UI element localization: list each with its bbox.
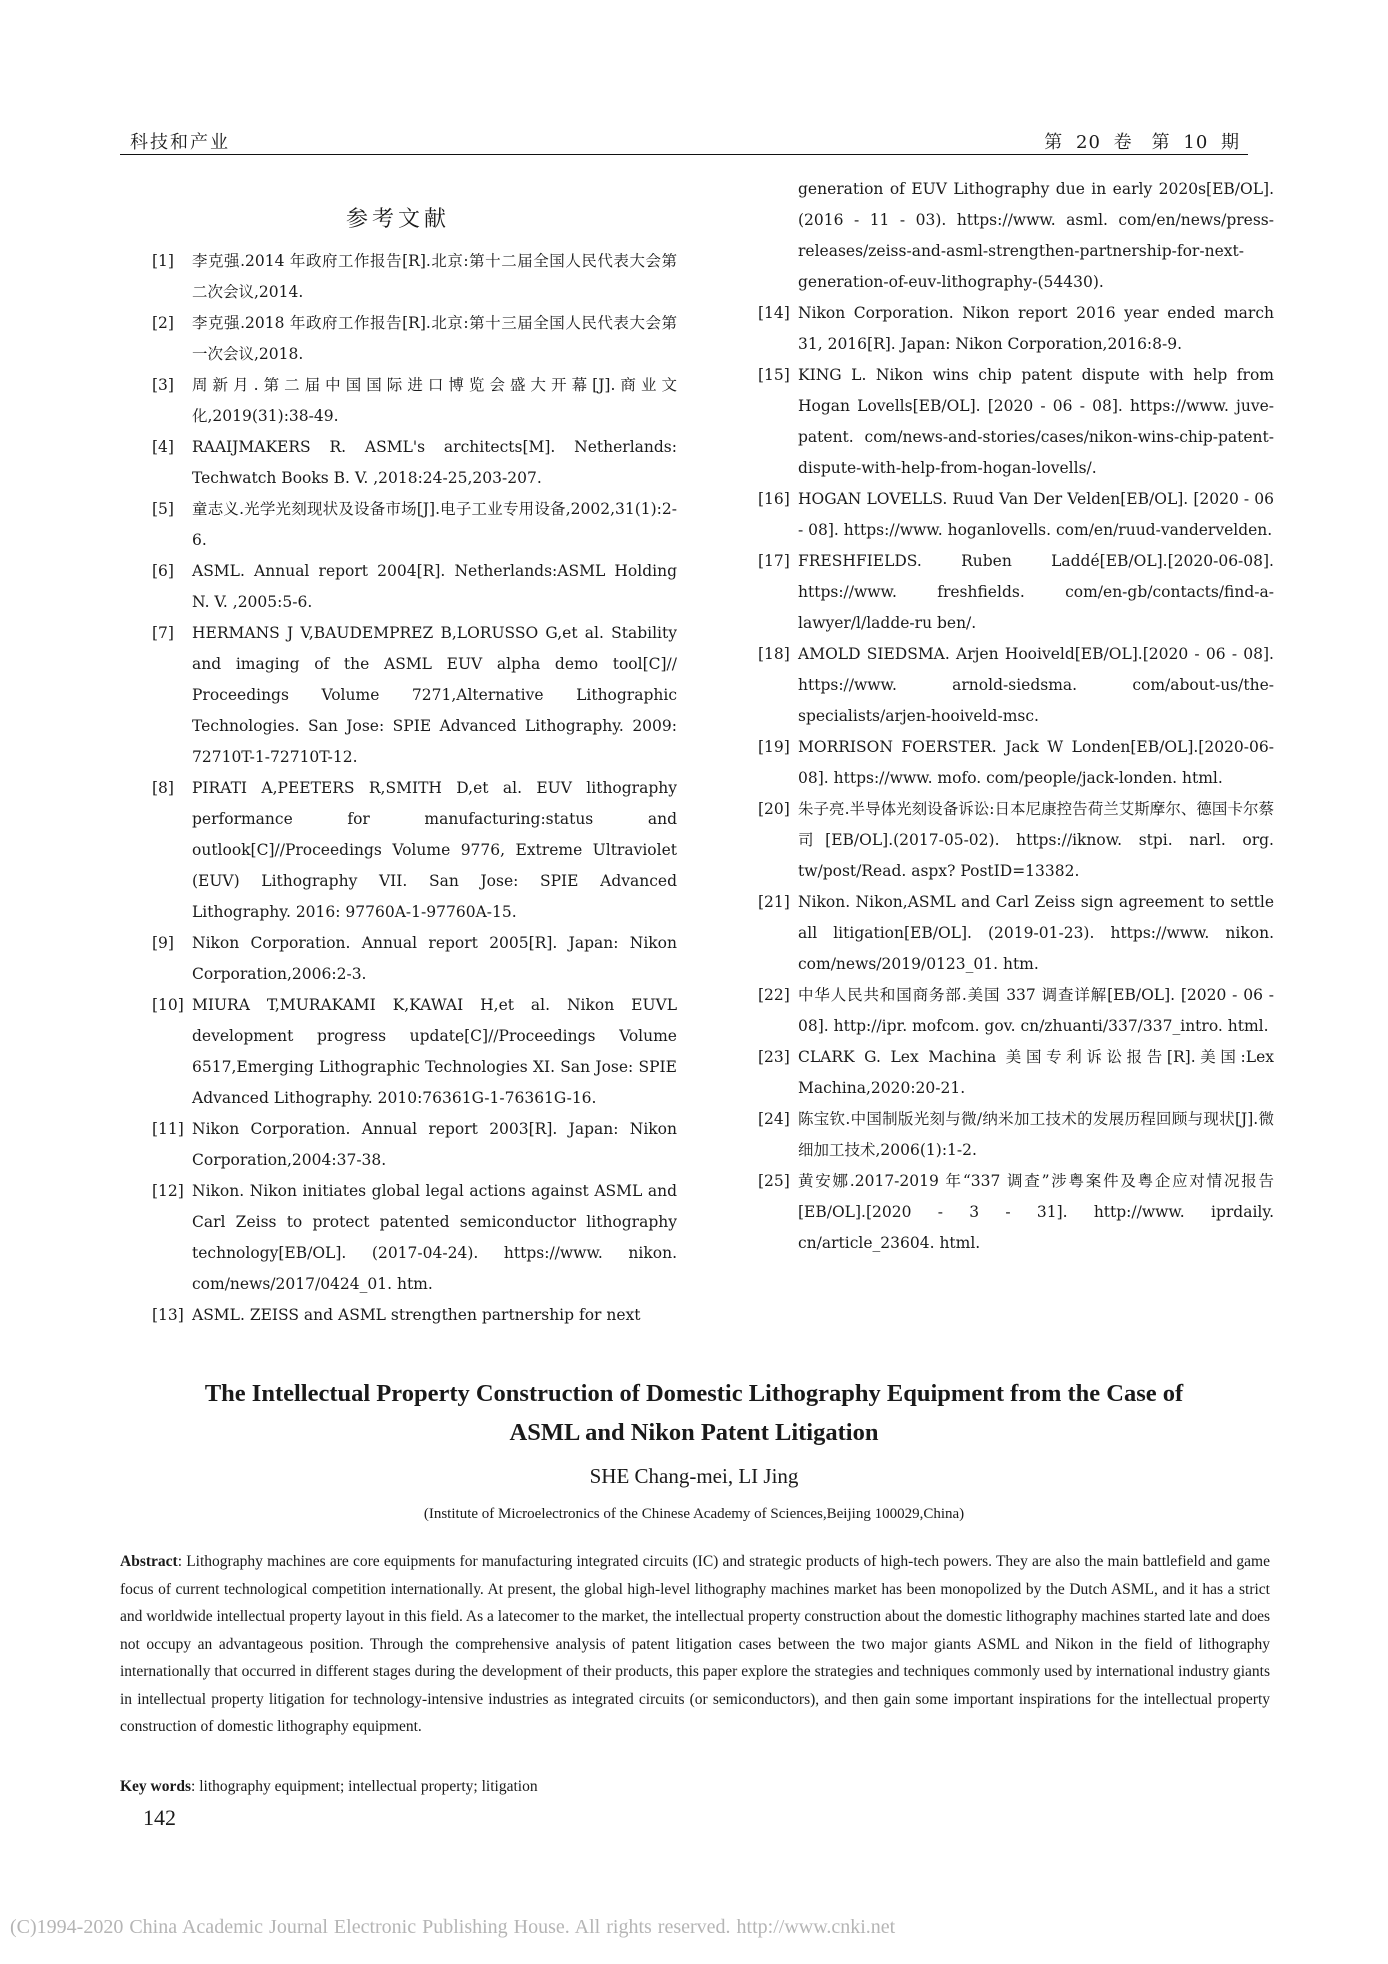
reference-text: AMOLD SIEDSMA. Arjen Hooiveld[EB/OL].[2020 - 06 - 08]. https://www. arnold-siedsma. com/about-us/the-specialists/arjen-hooiveld-msc. [798, 645, 1274, 725]
reference-text: 中华人民共和国商务部.美国 337 调查详解[EB/OL]. [2020 - 06 - 08]. http://ipr. mofcom. gov. cn/zhuanti/337/337_intro. html. [798, 986, 1274, 1035]
reference-item [152, 1176, 677, 1300]
reference-item [758, 360, 1274, 484]
reference-number: [25] [758, 1172, 790, 1190]
reference-text: 陈宝钦.中国制版光刻与微/纳米加工技术的发展历程回顾与现状[J].微细加工技术,2006(1):1-2. [798, 1110, 1274, 1159]
reference-text: Nikon Corporation. Annual report 2003[R]. Japan: Nikon Corporation,2004:37-38. [192, 1120, 677, 1169]
reference-number: [21] [758, 893, 790, 911]
reference-text: HERMANS J V,BAUDEMPREZ B,LORUSSO G,et al. Stability and imaging of the ASML EUV alpha demo tool[C]// Proceedings Volume 7271,Alternative Lithographic Technologies. San Jose: SPIE Advanced Lithography. 2009: 72710T-1-72710T-12. [192, 624, 677, 766]
keywords-label: Key words [120, 1778, 192, 1795]
reference-number: [13] [152, 1306, 184, 1324]
reference-text: 朱子亮.半导体光刻设备诉讼:日本尼康控告荷兰艾斯摩尔、德国卡尔蔡司[EB/OL].(2017-05-02). https://iknow. stpi. narl. org. tw/post/Read. aspx? PostID=13382. [798, 800, 1274, 880]
reference-text: FRESHFIELDS. Ruben Laddé[EB/OL].[2020-06-08]. https://www. freshfields. com/en-gb/contacts/find-a-lawyer/l/ladde-ru ben/. [798, 552, 1274, 632]
affiliation: (Institute of Microelectronics of the Chinese Academy of Sciences,Beijing 100029,China) [423, 1506, 965, 1522]
reference-number: [20] [758, 800, 790, 818]
reference-item [758, 546, 1274, 639]
reference-item [152, 494, 677, 556]
reference-number: [15] [758, 366, 790, 384]
reference-number: [4] [152, 438, 174, 456]
reference-item [758, 980, 1274, 1042]
reference-text: ASML. Annual report 2004[R]. Netherlands:ASML Holding N. V. ,2005:5-6. [192, 562, 677, 611]
reference-number: [18] [758, 645, 790, 663]
reference-text: CLARK G. Lex Machina 美国专利诉讼报告[R].美国:Lex Machina,2020:20-21. [798, 1048, 1274, 1097]
references-right-column [758, 174, 1274, 1259]
reference-item [758, 298, 1274, 360]
reference-item [152, 432, 677, 494]
reference-item [152, 556, 677, 618]
reference-number: [2] [152, 314, 174, 332]
reference-item [758, 1104, 1274, 1166]
reference-item [152, 246, 677, 308]
header-divider [120, 154, 1248, 155]
reference-item [152, 773, 677, 928]
reference-item [152, 618, 677, 773]
copyright-footer: (C)1994-2020 China Academic Journal Electronic Publishing House. All rights reserved. http://www.cnki.net [10, 1916, 896, 1938]
reference-number: [19] [758, 738, 790, 756]
reference-number: [7] [152, 624, 174, 642]
reference-text: 李克强.2018 年政府工作报告[R].北京:第十三届全国人民代表大会第一次会议,2018. [192, 314, 677, 363]
reference-text: generation of EUV Lithography due in early 2020s[EB/OL]. (2016 - 11 - 03). https://www. asml. com/en/news/press-releases/zeiss-and-asml-strengthen-partnership-for-next-generation-of-euv-lithography-(54430). [798, 180, 1274, 291]
reference-text: Nikon Corporation. Nikon report 2016 year ended march 31, 2016[R]. Japan: Nikon Corporation,2016:8-9. [798, 304, 1274, 353]
reference-text: RAAIJMAKERS R. ASML's architects[M]. Netherlands: Techwatch Books B. V. ,2018:24-25,203-207. [192, 438, 677, 487]
reference-item [152, 1114, 677, 1176]
reference-text: 周新月.第二届中国国际进口博览会盛大开幕[J].商业文化,2019(31):38-49. [192, 376, 677, 425]
reference-number: [23] [758, 1048, 790, 1066]
reference-text: MORRISON FOERSTER. Jack W Londen[EB/OL].[2020-06-08]. https://www. mofo. com/people/jack-londen. html. [798, 738, 1274, 787]
reference-number: [1] [152, 252, 174, 270]
reference-number: [17] [758, 552, 790, 570]
abstract-text: : Lithography machines are core equipments for manufacturing integrated circuits (IC) and strategic products of high-tech powers. They are also the main battlefield and game focus of current technological competition internationally. At present, the global high-level lithography machines market has been monopolized by the Dutch ASML, and it has a strict and worldwide intellectual property layout in this field. As a latecomer to the market, the intellectual property construction about the domestic lithography machines started late and does not occupy an advantageous position. Through the comprehensive analysis of patent litigation cases between the two major giants ASML and Nikon in the field of lithography internationally that occurred in different stages during the development of their products, this paper explore the strategies and techniques commonly used by international industry giants in intellectual property litigation for technology-intensive industries as integrated circuits (or semiconductors), and then gain some important inspirations for the intellectual property construction of domestic lithography equipment. [120, 1553, 1270, 1735]
reference-item [152, 990, 677, 1114]
reference-number: [12] [152, 1182, 184, 1200]
keywords [120, 1778, 538, 1796]
reference-number: [22] [758, 986, 790, 1004]
reference-number: [5] [152, 500, 174, 518]
running-header-volume: 第 20 卷 第 10 期 [1044, 132, 1240, 153]
reference-item [152, 1300, 677, 1331]
reference-number: [14] [758, 304, 790, 322]
running-header-journal: 科技和产业 [130, 132, 230, 153]
reference-item [758, 484, 1274, 546]
reference-number: [8] [152, 779, 174, 797]
abstract [120, 1548, 1270, 1741]
reference-text: PIRATI A,PEETERS R,SMITH D,et al. EUV lithography performance for manufacturing:status and outlook[C]//Proceedings Volume 9776, Extreme Ultraviolet (EUV) Lithography VII. San Jose: SPIE Advanced Lithography. 2016: 97760A-1-97760A-15. [192, 779, 677, 921]
reference-text: Nikon. Nikon,ASML and Carl Zeiss sign agreement to settle all litigation[EB/OL]. (2019-01-23). https://www. nikon. com/news/2019/0123_01. htm. [798, 893, 1274, 973]
reference-text: MIURA T,MURAKAMI K,KAWAI H,et al. Nikon EUVL development progress update[C]//Proceedings Volume 6517,Emerging Lithographic Technologies XI. San Jose: SPIE Advanced Lithography. 2010:76361G-1-76361G-16. [192, 996, 677, 1107]
reference-item [758, 794, 1274, 887]
reference-item [152, 928, 677, 990]
reference-item [152, 370, 677, 432]
reference-text: KING L. Nikon wins chip patent dispute with help from Hogan Lovells[EB/OL]. [2020 - 06 - 08]. https://www. juve-patent. com/news-and-stories/cases/nikon-wins-chip-patent-dispute-with-help-from-hogan-lovells/. [798, 366, 1274, 477]
reference-text: 童志义.光学光刻现状及设备市场[J].电子工业专用设备,2002,31(1):2-6. [192, 500, 677, 549]
english-title-line: ASML and Nikon Patent Litigation [509, 1419, 879, 1446]
reference-number: [3] [152, 376, 174, 394]
reference-number: [16] [758, 490, 790, 508]
reference-item [758, 732, 1274, 794]
english-title-line: The Intellectual Property Construction of Domestic Lithography Equipment from the Case of [204, 1380, 1184, 1407]
references-left-column [152, 246, 677, 1331]
abstract-label: Abstract [120, 1553, 178, 1570]
reference-number: [10] [152, 996, 184, 1014]
reference-text: HOGAN LOVELLS. Ruud Van Der Velden[EB/OL]. [2020 - 06 - 08]. https://www. hoganlovells. com/en/ruud-vandervelden. [798, 490, 1274, 539]
english-title [130, 1374, 1258, 1452]
reference-item [758, 887, 1274, 980]
reference-number: [11] [152, 1120, 184, 1138]
reference-text: 李克强.2014 年政府工作报告[R].北京:第十二届全国人民代表大会第二次会议,2014. [192, 252, 677, 301]
reference-text: ASML. ZEISS and ASML strengthen partnership for next [192, 1306, 641, 1324]
reference-item [758, 1042, 1274, 1104]
reference-number: [6] [152, 562, 174, 580]
reference-number: [9] [152, 934, 174, 952]
reference-number: [24] [758, 1110, 790, 1128]
reference-text: Nikon. Nikon initiates global legal actions against ASML and Carl Zeiss to protect patented semiconductor lithography technology[EB/OL]. (2017-04-24). https://www. nikon. com/news/2017/0424_01. htm. [192, 1182, 677, 1293]
reference-item [758, 1166, 1274, 1259]
page-number: 142 [143, 1805, 176, 1830]
reference-item [758, 639, 1274, 732]
keywords-text: : lithography equipment; intellectual property; litigation [191, 1778, 538, 1795]
reference-item [152, 308, 677, 370]
authors: SHE Chang-mei, LI Jing [589, 1464, 799, 1488]
reference-text: 黄安娜.2017-2019 年“337 调查”涉粤案件及粤企应对情况报告[EB/OL].[2020 - 3 - 31]. http://www. iprdaily. cn/article_23604. html. [798, 1172, 1274, 1252]
reference-text: Nikon Corporation. Annual report 2005[R]. Japan: Nikon Corporation,2006:2-3. [192, 934, 677, 983]
reference-continuation [758, 174, 1274, 298]
references-heading: 参考文献 [346, 207, 451, 232]
